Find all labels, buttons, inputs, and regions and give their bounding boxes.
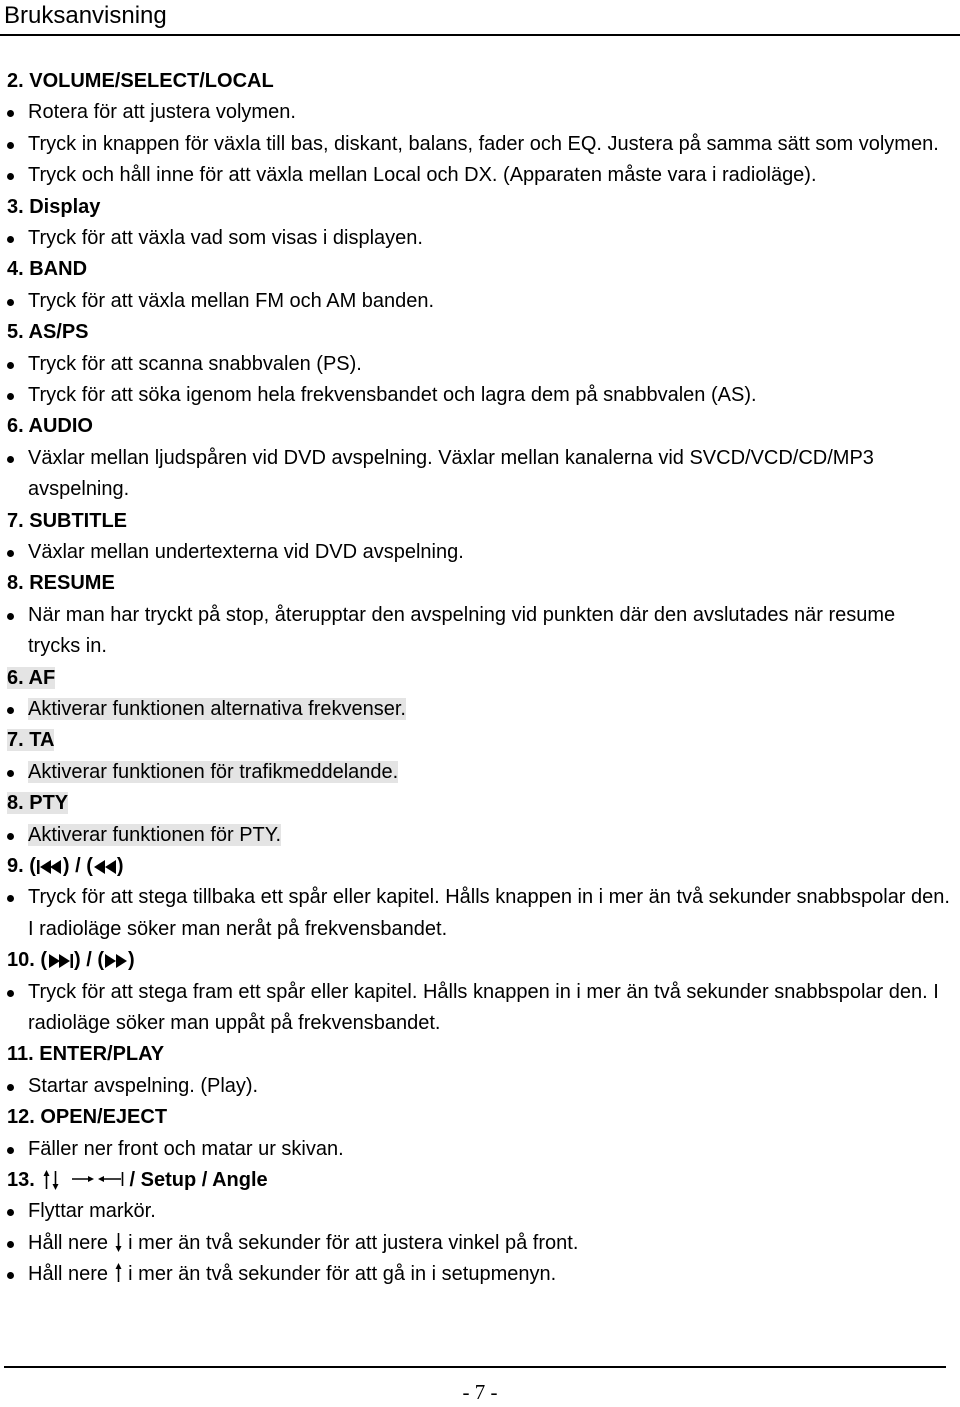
list-item	[7, 129, 952, 160]
content	[7, 66, 952, 1291]
bullet-icon	[7, 393, 14, 400]
section-heading-text: 2. VOLUME/SELECT/LOCAL	[7, 70, 274, 92]
section-10-num: 10. (	[7, 949, 48, 972]
list-item-text: Rotera för att justera volymen.	[28, 101, 296, 124]
list-item	[7, 380, 952, 411]
bullet-icon	[7, 362, 14, 369]
page-number: - 7 -	[462, 1380, 498, 1404]
section-heading-text: 4. BAND	[7, 258, 88, 281]
list-item	[7, 349, 952, 380]
list-item	[7, 694, 952, 725]
list-item	[7, 160, 952, 191]
bullet-icon	[7, 456, 14, 463]
list-item-text: Tryck för att stega tillbaka ett spår eller kapitel. Hålls knappen in i mer än två sekunder snabbspolar den. I radioläge söker man neråt på frekvensbandet.	[28, 886, 950, 940]
section-heading-9	[7, 851, 952, 882]
arrow-left-icon	[98, 1172, 124, 1186]
list-item-text: Startar avspelning. (Play).	[28, 1074, 259, 1097]
fast-forward-icon	[104, 953, 128, 969]
section-heading	[7, 411, 952, 442]
list-item-text: Håll nere	[28, 1231, 114, 1254]
list-item	[7, 223, 952, 254]
bullet-icon	[7, 613, 14, 620]
rewind-icon	[93, 859, 117, 875]
section-heading-text: 5. AS/PS	[7, 321, 89, 344]
bullet-icon	[7, 770, 14, 777]
list-item	[7, 286, 952, 317]
footer-divider	[4, 1366, 946, 1368]
bullet-icon	[7, 550, 14, 557]
list-item-text: i mer än två sekunder för att justera vinkel på front.	[122, 1231, 579, 1254]
list-item	[7, 1196, 952, 1227]
bullet-icon	[7, 707, 14, 714]
list-item	[7, 820, 952, 851]
section-heading-10	[7, 945, 952, 976]
section-heading-12: 12. OPEN/EJECT	[7, 1106, 168, 1129]
list-item	[7, 757, 952, 788]
list-item	[7, 1071, 952, 1102]
section-heading-13	[7, 1165, 952, 1196]
section-heading	[7, 663, 952, 694]
section-heading	[7, 788, 952, 819]
bullet-icon	[7, 142, 14, 149]
list-item-text: Tryck för att söka igenom hela frekvensbandet och lagra dem på snabbvalen (AS).	[28, 384, 757, 406]
list-item	[7, 1228, 952, 1259]
list-item-text: Aktiverar funktionen för trafikmeddelande.	[28, 760, 399, 783]
arrow-right-icon	[72, 1173, 94, 1185]
list-item	[7, 97, 952, 128]
bullet-icon	[7, 110, 14, 117]
list-item-text: Tryck för att stega fram ett spår eller kapitel. Hålls knappen in i mer än två sekunder snabbspolar den. I radioläge söker man uppåt på frekvensbandet.	[28, 980, 939, 1034]
section-heading-text: 8. RESUME	[7, 572, 115, 595]
bullet-icon	[7, 173, 14, 180]
skip-forward-icon	[47, 953, 74, 969]
list-item	[7, 977, 952, 1040]
section-9-mid: ) / (	[62, 855, 93, 877]
list-item-text: Tryck för att scanna snabbvalen (PS).	[28, 352, 362, 375]
section-heading-text: 7. TA	[7, 729, 55, 752]
bullet-icon	[7, 1241, 14, 1248]
section-10-end: )	[128, 949, 135, 972]
list-item	[7, 882, 952, 945]
arrow-down-icon	[114, 1232, 123, 1252]
section-heading-text: 6. AUDIO	[7, 415, 93, 438]
section-10-mid: ) / (	[74, 949, 105, 972]
list-item-text: Tryck och håll inne för att växla mellan Local och DX. (Apparaten måste vara i radioläge).	[28, 164, 817, 187]
header-title: Bruksanvisning	[4, 2, 167, 29]
section-heading-11: 11. ENTER/PLAY	[7, 1043, 165, 1066]
sections-list	[7, 66, 952, 851]
section-heading	[7, 317, 952, 348]
bullet-icon	[7, 1272, 14, 1279]
section-heading-text: 3. Display	[7, 195, 101, 218]
list-item-text: Växlar mellan ljudspåren vid DVD avspelning. Växlar mellan kanalerna vid SVCD/VCD/CD/MP3 avspelning.	[28, 446, 874, 501]
list-item-text: Tryck för att växla vad som visas i displayen.	[28, 227, 423, 249]
header-divider	[0, 34, 960, 36]
section-heading	[7, 568, 952, 599]
bullet-icon	[7, 299, 14, 306]
skip-back-icon	[36, 859, 63, 875]
bullet-icon	[7, 833, 14, 840]
bullet-icon	[7, 1209, 14, 1216]
list-item-text: Tryck för att växla mellan FM och AM banden.	[28, 289, 435, 312]
bullet-icon	[7, 236, 14, 243]
arrow-up-icon	[42, 1170, 51, 1190]
section-heading-text: 6. AF	[7, 666, 56, 689]
arrow-down-icon	[51, 1170, 60, 1190]
list-item	[7, 1259, 952, 1290]
list-item	[7, 600, 952, 663]
section-heading-text: 8. PTY	[7, 792, 69, 815]
section-heading	[7, 725, 952, 756]
section-heading	[7, 506, 952, 537]
section-9-end: )	[116, 855, 124, 877]
list-item-text: Håll nere	[28, 1263, 114, 1286]
bullet-icon	[7, 1084, 14, 1091]
section-heading	[7, 192, 952, 223]
arrow-up-icon	[114, 1263, 123, 1283]
section-13-title: / Setup / Angle	[123, 1169, 268, 1191]
section-heading-text: 7. SUBTITLE	[7, 509, 128, 532]
section-heading	[7, 66, 952, 97]
list-item-text: Flyttar markör.	[28, 1200, 156, 1223]
list-item	[7, 537, 952, 568]
list-item-text: Aktiverar funktionen för PTY.	[28, 823, 282, 846]
list-item-text: Fäller ner front och matar ur skivan.	[28, 1137, 344, 1160]
list-item-text: Aktiverar funktionen alternativa frekvenser.	[28, 698, 406, 720]
list-item-text: Tryck in knappen för växla till bas, diskant, balans, fader och EQ. Justera på samma sätt som volymen.	[28, 132, 939, 155]
bullet-icon	[7, 895, 14, 902]
section-13-num: 13.	[7, 1169, 35, 1191]
list-item-text: i mer än två sekunder för att gå in i setupmenyn.	[122, 1263, 557, 1286]
section-heading	[7, 254, 952, 285]
section-9-num: 9. (	[7, 855, 36, 877]
bullet-icon	[7, 990, 14, 997]
list-item-text: När man har tryckt på stop, återupptar den avspelning vid punkten där den avslutades när resume trycks in.	[28, 603, 896, 658]
bullet-icon	[7, 1147, 14, 1154]
list-item	[7, 443, 952, 506]
list-item	[7, 1134, 952, 1165]
list-item-text: Växlar mellan undertexterna vid DVD avspelning.	[28, 541, 464, 563]
